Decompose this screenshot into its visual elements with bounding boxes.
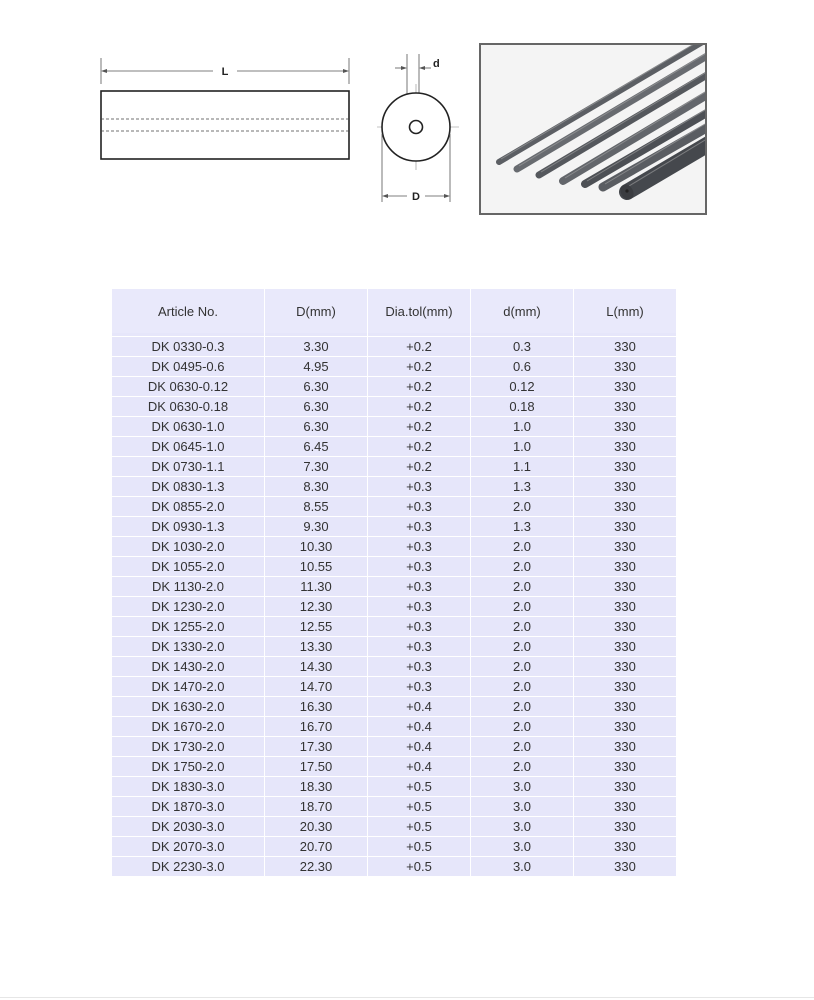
- hole-diameter-cell: 2.0: [471, 497, 574, 517]
- diameter-tolerance-cell: +0.3: [368, 517, 471, 537]
- table-row: [112, 337, 676, 357]
- hole-diameter-cell: 2.0: [471, 717, 574, 737]
- table-row: [112, 517, 676, 537]
- article-no-cell: DK 1130-2.0: [112, 577, 265, 597]
- diameter-tolerance-cell: +0.2: [368, 437, 471, 457]
- article-no-cell: DK 1750-2.0: [112, 757, 265, 777]
- hole-diameter-cell: 2.0: [471, 757, 574, 777]
- table-row: [112, 837, 676, 857]
- table-row: [112, 817, 676, 837]
- hole-diameter-cell: 3.0: [471, 777, 574, 797]
- outer-diameter-cell: 8.55: [265, 497, 368, 517]
- outer-diameter-cell: 10.55: [265, 557, 368, 577]
- hole-diameter-cell: 1.1: [471, 457, 574, 477]
- diameter-tolerance-cell: +0.5: [368, 837, 471, 857]
- diameter-dimension-label: D: [412, 191, 420, 203]
- hole-diameter-cell: 0.6: [471, 357, 574, 377]
- table-row: [112, 617, 676, 637]
- table-row: [112, 797, 676, 817]
- table-row: [112, 457, 676, 477]
- hole-diameter-cell: 0.18: [471, 397, 574, 417]
- article-no-cell: DK 0855-2.0: [112, 497, 265, 517]
- table-row: [112, 677, 676, 697]
- length-dimension-label: L: [221, 66, 229, 78]
- length-cell: 330: [574, 637, 677, 657]
- outer-diameter-cell: 7.30: [265, 457, 368, 477]
- article-no-cell: DK 2230-3.0: [112, 857, 265, 877]
- article-no-cell: DK 1670-2.0: [112, 717, 265, 737]
- header-outer-diameter: D(mm): [265, 289, 368, 333]
- footer-divider: [0, 997, 814, 998]
- diameter-tolerance-cell: +0.3: [368, 557, 471, 577]
- length-cell: 330: [574, 537, 677, 557]
- diameter-tolerance-cell: +0.3: [368, 657, 471, 677]
- article-no-cell: DK 1730-2.0: [112, 737, 265, 757]
- outer-diameter-cell: 16.30: [265, 697, 368, 717]
- length-cell: 330: [574, 757, 677, 777]
- hole-diameter-cell: 3.0: [471, 837, 574, 857]
- hole-diameter-cell: 2.0: [471, 677, 574, 697]
- article-no-cell: DK 1470-2.0: [112, 677, 265, 697]
- diameter-tolerance-cell: +0.3: [368, 597, 471, 617]
- outer-diameter-cell: 9.30: [265, 517, 368, 537]
- length-cell: 330: [574, 577, 677, 597]
- length-cell: 330: [574, 617, 677, 637]
- length-cell: 330: [574, 597, 677, 617]
- table-row: [112, 477, 676, 497]
- table-row: [112, 697, 676, 717]
- diameter-tolerance-cell: +0.3: [368, 677, 471, 697]
- hole-diameter-cell: 3.0: [471, 797, 574, 817]
- hole-diameter-cell: 2.0: [471, 737, 574, 757]
- article-no-cell: DK 0630-0.18: [112, 397, 265, 417]
- hole-diameter-cell: 2.0: [471, 657, 574, 677]
- table-row: [112, 397, 676, 417]
- outer-diameter-cell: 14.70: [265, 677, 368, 697]
- hole-diameter-cell: 1.3: [471, 477, 574, 497]
- product-figures: [95, 40, 715, 220]
- length-cell: 330: [574, 497, 677, 517]
- hole-dimension-label: d: [433, 58, 440, 70]
- diameter-tolerance-cell: +0.5: [368, 857, 471, 877]
- length-cell: 330: [574, 797, 677, 817]
- hole-diameter-cell: 2.0: [471, 697, 574, 717]
- length-cell: 330: [574, 857, 677, 877]
- outer-diameter-cell: 18.70: [265, 797, 368, 817]
- length-cell: 330: [574, 357, 677, 377]
- article-no-cell: DK 1055-2.0: [112, 557, 265, 577]
- article-no-cell: DK 0630-0.12: [112, 377, 265, 397]
- diameter-tolerance-cell: +0.4: [368, 757, 471, 777]
- length-cell: 330: [574, 837, 677, 857]
- table-header-row: [112, 289, 676, 333]
- diameter-tolerance-cell: +0.2: [368, 457, 471, 477]
- article-no-cell: DK 1330-2.0: [112, 637, 265, 657]
- diameter-tolerance-cell: +0.3: [368, 577, 471, 597]
- hole-diameter-cell: 0.12: [471, 377, 574, 397]
- outer-diameter-cell: 6.30: [265, 397, 368, 417]
- table-row: [112, 717, 676, 737]
- header-article-no: Article No.: [112, 289, 265, 333]
- diameter-tolerance-cell: +0.5: [368, 777, 471, 797]
- hole-diameter-cell: 2.0: [471, 617, 574, 637]
- diameter-tolerance-cell: +0.3: [368, 497, 471, 517]
- carbide-rods-photo: [479, 43, 707, 215]
- length-cell: 330: [574, 417, 677, 437]
- diameter-tolerance-cell: +0.4: [368, 717, 471, 737]
- length-cell: 330: [574, 717, 677, 737]
- diameter-tolerance-cell: +0.5: [368, 797, 471, 817]
- diameter-tolerance-cell: +0.2: [368, 357, 471, 377]
- outer-diameter-cell: 3.30: [265, 337, 368, 357]
- outer-diameter-cell: 12.30: [265, 597, 368, 617]
- hole-diameter-cell: 0.3: [471, 337, 574, 357]
- table-row: [112, 437, 676, 457]
- article-no-cell: DK 0645-1.0: [112, 437, 265, 457]
- length-cell: 330: [574, 777, 677, 797]
- hole-diameter-cell: 1.0: [471, 437, 574, 457]
- article-no-cell: DK 1630-2.0: [112, 697, 265, 717]
- table-row: [112, 537, 676, 557]
- table-row: [112, 657, 676, 677]
- diameter-tolerance-cell: +0.5: [368, 817, 471, 837]
- hole-diameter-cell: 2.0: [471, 637, 574, 657]
- table-row: [112, 737, 676, 757]
- hole-diameter-cell: 3.0: [471, 857, 574, 877]
- header-hole-diameter: d(mm): [471, 289, 574, 333]
- length-cell: 330: [574, 397, 677, 417]
- hole-diameter-cell: 2.0: [471, 577, 574, 597]
- article-no-cell: DK 2070-3.0: [112, 837, 265, 857]
- header-diameter-tolerance: Dia.tol(mm): [368, 289, 471, 333]
- outer-diameter-cell: 13.30: [265, 637, 368, 657]
- table-row: [112, 557, 676, 577]
- outer-diameter-cell: 12.55: [265, 617, 368, 637]
- article-no-cell: DK 1255-2.0: [112, 617, 265, 637]
- rods-illustration: [481, 45, 705, 213]
- length-cell: 330: [574, 517, 677, 537]
- outer-diameter-cell: 11.30: [265, 577, 368, 597]
- diameter-tolerance-cell: +0.4: [368, 697, 471, 717]
- diameter-tolerance-cell: +0.2: [368, 397, 471, 417]
- diameter-tolerance-cell: +0.3: [368, 637, 471, 657]
- outer-diameter-cell: 6.45: [265, 437, 368, 457]
- article-no-cell: DK 1230-2.0: [112, 597, 265, 617]
- rod-side-view-drawing: [95, 54, 355, 174]
- outer-diameter-cell: 6.30: [265, 417, 368, 437]
- article-no-cell: DK 1870-3.0: [112, 797, 265, 817]
- outer-diameter-cell: 16.70: [265, 717, 368, 737]
- table-body: [112, 333, 676, 876]
- outer-diameter-cell: 22.30: [265, 857, 368, 877]
- length-cell: 330: [574, 737, 677, 757]
- length-cell: 330: [574, 477, 677, 497]
- diameter-tolerance-cell: +0.2: [368, 377, 471, 397]
- outer-diameter-cell: 14.30: [265, 657, 368, 677]
- article-no-cell: DK 1830-3.0: [112, 777, 265, 797]
- diameter-tolerance-cell: +0.4: [368, 737, 471, 757]
- length-cell: 330: [574, 557, 677, 577]
- outer-diameter-cell: 10.30: [265, 537, 368, 557]
- length-cell: 330: [574, 337, 677, 357]
- diameter-tolerance-cell: +0.3: [368, 477, 471, 497]
- length-cell: 330: [574, 457, 677, 477]
- rod-specification-table: [112, 289, 676, 876]
- article-no-cell: DK 2030-3.0: [112, 817, 265, 837]
- outer-diameter-cell: 17.30: [265, 737, 368, 757]
- article-no-cell: DK 0495-0.6: [112, 357, 265, 377]
- outer-diameter-cell: 4.95: [265, 357, 368, 377]
- hole-diameter-cell: 2.0: [471, 597, 574, 617]
- table-row: [112, 577, 676, 597]
- length-cell: 330: [574, 437, 677, 457]
- diameter-tolerance-cell: +0.3: [368, 617, 471, 637]
- table-row: [112, 417, 676, 437]
- length-cell: 330: [574, 817, 677, 837]
- diameter-tolerance-cell: +0.3: [368, 537, 471, 557]
- outer-diameter-cell: 8.30: [265, 477, 368, 497]
- length-cell: 330: [574, 677, 677, 697]
- table-row: [112, 357, 676, 377]
- table-row: [112, 857, 676, 877]
- outer-diameter-cell: 20.70: [265, 837, 368, 857]
- article-no-cell: DK 1430-2.0: [112, 657, 265, 677]
- article-no-cell: DK 0930-1.3: [112, 517, 265, 537]
- hole-diameter-cell: 3.0: [471, 817, 574, 837]
- article-no-cell: DK 0830-1.3: [112, 477, 265, 497]
- rod-end-view-drawing: [373, 54, 463, 206]
- article-no-cell: DK 0630-1.0: [112, 417, 265, 437]
- table-row: [112, 757, 676, 777]
- header-length: L(mm): [574, 289, 677, 333]
- article-no-cell: DK 0730-1.1: [112, 457, 265, 477]
- outer-diameter-cell: 17.50: [265, 757, 368, 777]
- hole-diameter-cell: 1.0: [471, 417, 574, 437]
- table-row: [112, 597, 676, 617]
- hole-diameter-cell: 1.3: [471, 517, 574, 537]
- hole-diameter-cell: 2.0: [471, 537, 574, 557]
- outer-diameter-cell: 20.30: [265, 817, 368, 837]
- article-no-cell: DK 0330-0.3: [112, 337, 265, 357]
- diameter-tolerance-cell: +0.2: [368, 417, 471, 437]
- length-cell: 330: [574, 657, 677, 677]
- table-row: [112, 377, 676, 397]
- table-row: [112, 497, 676, 517]
- table-row: [112, 637, 676, 657]
- diameter-tolerance-cell: +0.2: [368, 337, 471, 357]
- length-cell: 330: [574, 377, 677, 397]
- length-cell: 330: [574, 697, 677, 717]
- table-row: [112, 777, 676, 797]
- outer-diameter-cell: 18.30: [265, 777, 368, 797]
- hole-diameter-cell: 2.0: [471, 557, 574, 577]
- outer-diameter-cell: 6.30: [265, 377, 368, 397]
- article-no-cell: DK 1030-2.0: [112, 537, 265, 557]
